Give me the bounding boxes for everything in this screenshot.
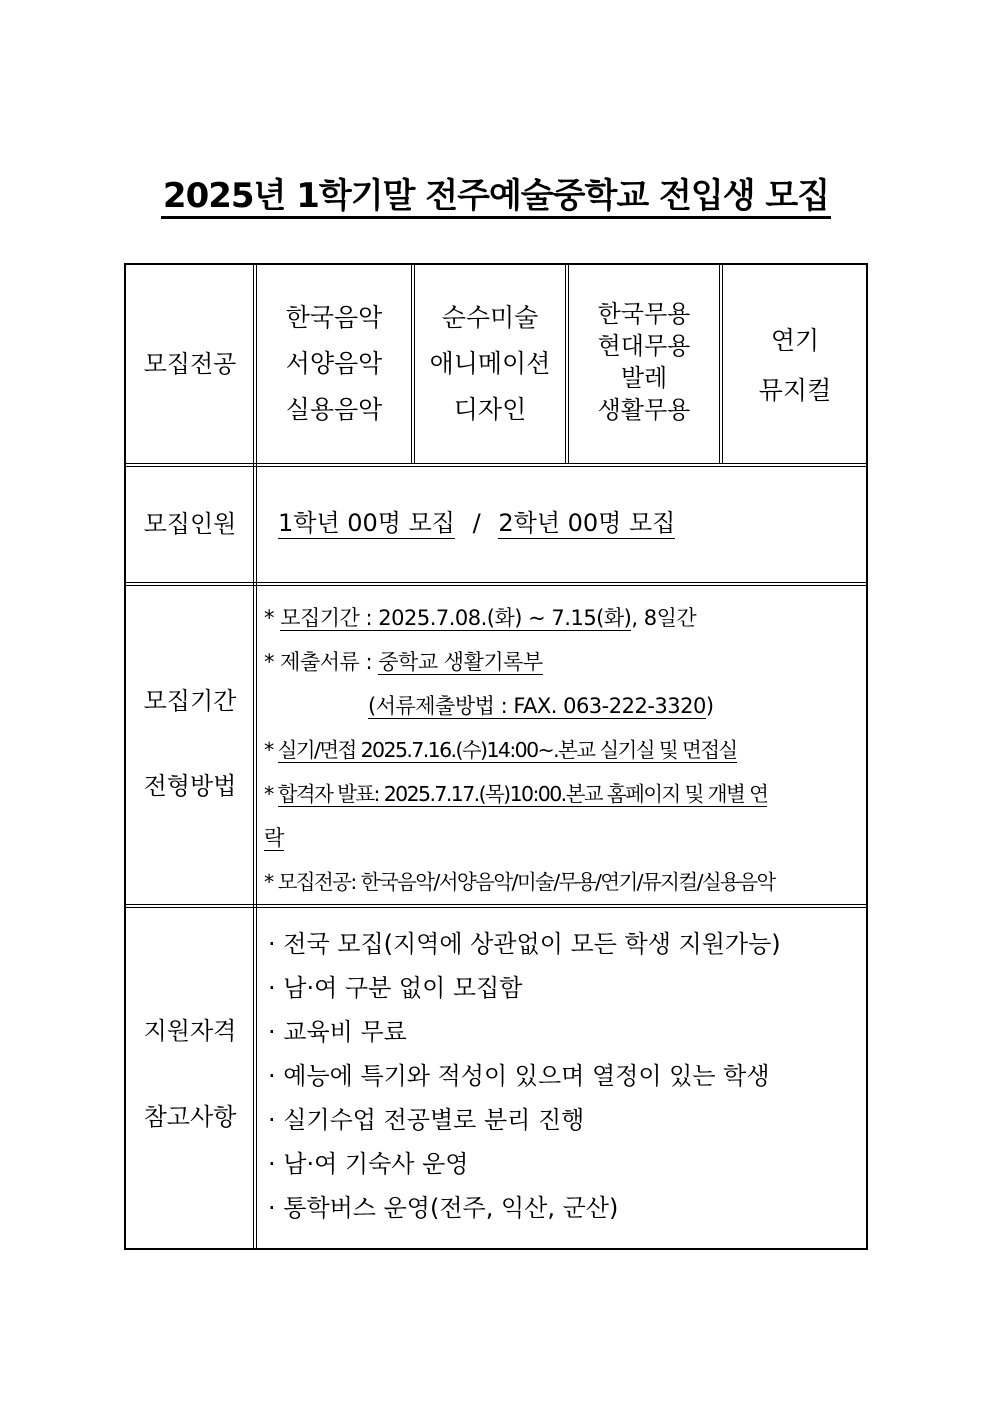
- list-item: · 실기수업 전공별로 분리 진행: [268, 1106, 585, 1134]
- result-announcement-cont: 락: [264, 826, 284, 850]
- major-item: 뮤지컬: [758, 376, 832, 405]
- notes-list: [268, 922, 860, 1230]
- table-divider: [414, 264, 415, 464]
- period-details: [264, 596, 864, 904]
- table-divider: [125, 463, 867, 464]
- major-item: 디자인: [453, 395, 527, 424]
- table-divider: [722, 264, 723, 464]
- row-label-notes: [126, 1095, 254, 1140]
- row-label-text: 모집인원: [143, 510, 237, 538]
- list-item: · 통학버스 운영(전주, 익산, 군산): [268, 1194, 619, 1222]
- bullet: *: [264, 782, 278, 806]
- row-label-recruit: [126, 502, 254, 547]
- major-list: * 모집전공: 한국음악/서양음악/미술/무용/연기/뮤지컬/실용음악: [264, 870, 775, 894]
- table-divider: [125, 904, 867, 905]
- table-divider: [719, 264, 720, 464]
- period-line: [264, 684, 864, 728]
- page-title-text: 2025년 1학기말 전주예술중학교 전입생 모집: [161, 176, 831, 219]
- documents-label: * 제출서류 :: [264, 650, 379, 674]
- row-label-text: 지원자격: [143, 1017, 237, 1045]
- period-line: [264, 640, 864, 684]
- row-label-period: [126, 679, 254, 724]
- recruit-period: 모집기간 : 2025.7.08.(화) ~ 7.15(화): [280, 606, 632, 630]
- result-announcement: 합격자 발표: 2025.7.17.(목)10:00.본교 홈페이지 및 개별 연: [277, 782, 768, 806]
- major-item: 한국무용: [597, 300, 691, 328]
- period-line: [264, 772, 864, 816]
- major-item: 현대무용: [597, 332, 691, 360]
- recruit-count: [278, 503, 675, 543]
- major-item: 한국음악: [285, 303, 383, 332]
- period-line: [264, 816, 864, 860]
- list-item: · 예능에 특기와 적성이 있으며 열정이 있는 학생: [268, 1062, 770, 1090]
- table-divider: [125, 582, 867, 583]
- fax-info-close: ): [705, 694, 714, 718]
- major-group-acting: [724, 316, 866, 416]
- period-duration: , 8일간: [631, 606, 697, 630]
- major-item: 발레: [620, 364, 668, 392]
- period-line: [264, 596, 864, 640]
- grade2-count: 2학년 00명 모집: [498, 509, 676, 537]
- grade1-count: 1학년 00명 모집: [278, 509, 455, 537]
- period-line: [264, 860, 864, 904]
- row-label-majors: [126, 342, 254, 387]
- documents-value: 중학교 생활기록부: [378, 650, 543, 674]
- row-label-text: 모집기간: [143, 687, 237, 715]
- major-item: 애니메이션: [429, 349, 551, 378]
- table-divider: [125, 466, 867, 467]
- row-label-text: 전형방법: [143, 772, 237, 800]
- table-divider: [411, 264, 412, 464]
- bullet: *: [264, 606, 281, 630]
- table-divider: [125, 907, 867, 908]
- bullet: *: [264, 738, 278, 762]
- table-divider: [256, 264, 257, 1249]
- row-label-eligibility: [126, 1009, 254, 1054]
- fax-info: (서류제출방법 : FAX. 063-222-3320: [368, 694, 706, 718]
- table-divider: [125, 585, 867, 586]
- interview-schedule: 실기/면접 2025.7.16.(수)14:00~.본교 실기실 및 면접실: [277, 738, 737, 762]
- major-item: 서양음악: [285, 349, 383, 378]
- row-label-selection: [126, 764, 254, 809]
- list-item: · 남·여 기숙사 운영: [268, 1150, 469, 1178]
- list-item: · 교육비 무료: [268, 1018, 407, 1046]
- period-line: [264, 728, 864, 772]
- page-title: [0, 176, 992, 219]
- major-item: 연기: [770, 326, 820, 355]
- major-item: 실용음악: [285, 395, 383, 424]
- list-item: · 전국 모집(지역에 상관없이 모든 학생 지원가능): [268, 930, 781, 958]
- row-label-text: 참고사항: [143, 1103, 237, 1131]
- row-label-text: 모집전공: [143, 350, 237, 378]
- major-item: 순수미술: [441, 303, 539, 332]
- table-divider: [568, 264, 569, 464]
- table-divider: [565, 264, 566, 464]
- count-separator: /: [472, 509, 481, 537]
- major-group-music: [258, 295, 410, 433]
- major-group-art: [416, 295, 564, 433]
- list-item: · 남·여 구분 없이 모집함: [268, 974, 523, 1002]
- major-group-dance: [570, 298, 718, 426]
- major-item: 생활무용: [597, 396, 691, 424]
